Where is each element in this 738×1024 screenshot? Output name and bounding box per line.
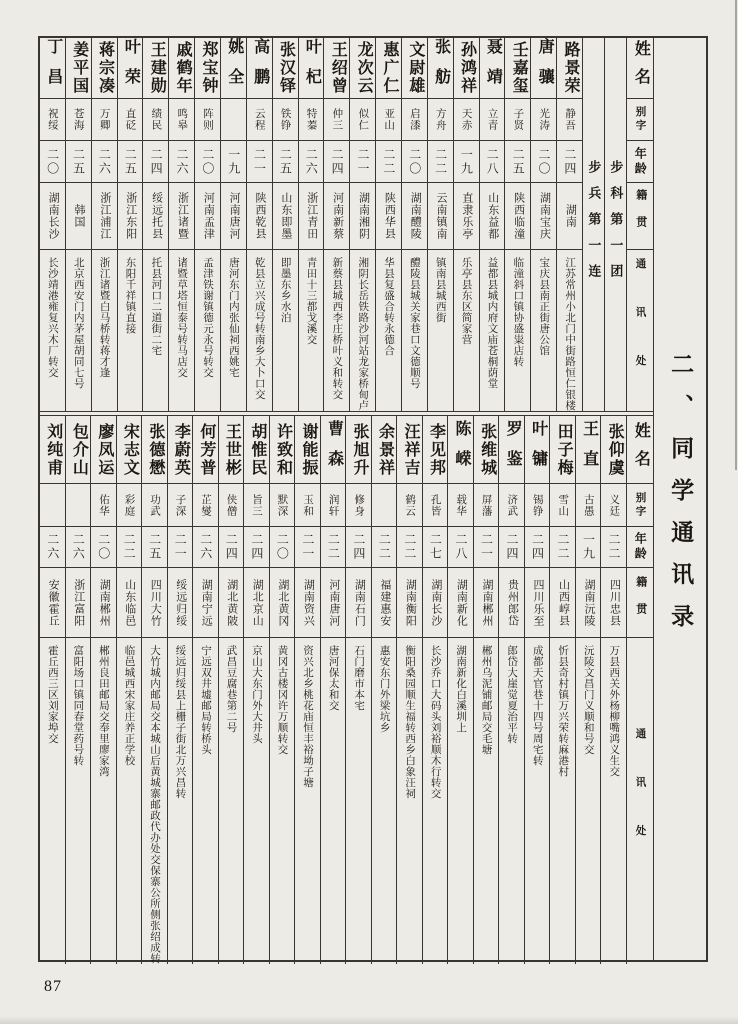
address: 忻县奇村镇万兴荣转麻港村: [557, 645, 569, 777]
native-place: 云南镇南: [428, 183, 453, 250]
person-column: [422, 416, 448, 964]
age: 二二: [376, 141, 401, 183]
age: 二七: [423, 527, 448, 568]
person-name: 廖凤运: [91, 416, 116, 484]
header-address: 通讯处: [634, 728, 646, 874]
age: 一九: [221, 141, 246, 183]
courtesy-name: 静吾: [557, 99, 582, 141]
native-place: 陕西临潼: [505, 183, 530, 250]
person-column: [90, 416, 116, 964]
courtesy-name: 旨三: [244, 484, 269, 527]
address: 临邑城西宋家庄养正学校: [123, 645, 135, 766]
address: 乾县立兴成号转南乡大卜口交: [253, 257, 265, 400]
address: 长沙乔口大码头刘裕顺木行转交: [429, 645, 441, 799]
native-place: 浙江富阳: [66, 568, 91, 638]
person-name: 陈嵘: [448, 416, 473, 484]
address: 乐亭县东区简家营: [460, 257, 472, 345]
person-column: [272, 38, 298, 411]
age: 二四: [324, 141, 349, 183]
age: 二四: [219, 527, 244, 568]
native-place: 湖南郴州: [91, 568, 116, 638]
age: 二〇: [531, 141, 556, 183]
person-name: 张旭升: [346, 416, 371, 484]
courtesy-name: 阵则: [195, 99, 220, 141]
address: 醴陵县城关家巷口文德顺号: [408, 257, 420, 389]
person-column: [65, 416, 91, 964]
courtesy-name: 孔皆: [423, 484, 448, 527]
age: 二〇: [270, 527, 295, 568]
person-column: [320, 416, 346, 964]
age: 二八: [448, 527, 473, 568]
person-column: [117, 38, 143, 411]
person-name: 姜平国: [66, 38, 91, 99]
unit-label: 步兵第一连: [586, 159, 602, 290]
person-name: 姚全: [221, 38, 246, 99]
address: 孟津铁谢镇德元永号转交: [202, 257, 214, 378]
address: 石门磨市本宅: [353, 645, 365, 711]
person-name: 李见邦: [423, 416, 448, 484]
header-address: 通讯处: [634, 257, 646, 404]
courtesy-name: 方舟: [428, 99, 453, 141]
person-name: 聂靖: [480, 38, 505, 99]
courtesy-name: 载华: [448, 484, 473, 527]
address: 万县西关外杨柳嘴鸿义生交: [608, 645, 620, 777]
person-name: 许致和: [270, 416, 295, 484]
person-name: 罗鉴: [499, 416, 524, 484]
person-name: 王绍曾: [324, 38, 349, 99]
courtesy-name: 仲三: [324, 99, 349, 141]
age: 二四: [244, 527, 269, 568]
tables-area: [40, 38, 653, 964]
address: 成都天官巷十四号周宅转: [531, 645, 543, 766]
header-native-place: 籍贯: [627, 183, 653, 250]
person-name: 王直: [576, 416, 601, 484]
courtesy-name: 直砭: [118, 99, 143, 141]
native-place: 山东即墨: [273, 183, 298, 250]
header-courtesy-name: 别字: [627, 99, 653, 141]
courtesy-name: 铁铮: [273, 99, 298, 141]
address: 青田十三都戈溪交: [305, 257, 317, 345]
person-column: [549, 416, 575, 964]
address: 长沙靖港雍复兴木厂转交: [46, 257, 58, 378]
person-name: 龙次云: [350, 38, 375, 99]
age: 二二: [321, 527, 346, 568]
address: 郴州乌泥铺邮局交毛塘: [480, 645, 492, 755]
person-column: [401, 38, 427, 411]
address: 即墨东乡水泊: [279, 257, 291, 323]
native-place: 陕西乾县: [247, 183, 272, 250]
native-place: 河南新蔡: [324, 183, 349, 250]
address: 新蔡县城西李庄桥叶义和转交: [331, 257, 343, 400]
courtesy-name: 天赤: [454, 99, 479, 141]
person-column: [453, 38, 479, 411]
native-place: 贵州郎岱: [499, 568, 524, 638]
age: 二四: [557, 141, 582, 183]
age: 二一: [295, 527, 320, 568]
age: 二五: [142, 527, 167, 568]
age: 二五: [66, 141, 91, 183]
person-name: 张仰虞: [601, 416, 626, 484]
courtesy-name: 修身: [346, 484, 371, 527]
native-place: 直隶乐亭: [454, 183, 479, 250]
courtesy-name: [221, 99, 246, 141]
age: 二六: [169, 141, 194, 183]
person-column: [218, 416, 244, 964]
courtesy-name: 默深: [270, 484, 295, 527]
person-column: [323, 38, 349, 411]
address: 宁远双井墟邮局转桥头: [199, 645, 211, 755]
person-name: 包介山: [66, 416, 91, 484]
person-column: [116, 416, 142, 964]
header-name: 姓名: [627, 416, 653, 484]
person-column: [371, 416, 397, 964]
courtesy-name: 侠僧: [219, 484, 244, 527]
native-place: 湖南: [557, 183, 582, 250]
header-courtesy-name: 别字: [627, 484, 653, 527]
header-column: [626, 416, 653, 964]
person-column: [141, 416, 167, 964]
person-column: [498, 416, 524, 964]
age: 二〇: [40, 141, 65, 183]
address: 浙江诸暨白马桥转蒋才逢: [98, 257, 110, 378]
address: 湘阴长岳铁路沙河站龙家桥甸卢: [357, 257, 369, 411]
person-column: [375, 38, 401, 411]
courtesy-name: 启潻: [402, 99, 427, 141]
address: 诸暨草塔恒泰号转马店交: [176, 257, 188, 378]
age: 二六: [299, 141, 324, 183]
age: 二二: [550, 527, 575, 568]
native-place: 湖南衡阳: [397, 568, 422, 638]
age: 二一: [474, 527, 499, 568]
person-column: [396, 416, 422, 964]
age: 二二: [372, 527, 397, 568]
native-place: 四川乐至: [525, 568, 550, 638]
person-name: 丁昌: [40, 38, 65, 99]
age: 二五: [273, 141, 298, 183]
person-column: [91, 38, 117, 411]
address: 沅陵文昌门义顺和号交: [582, 645, 594, 755]
native-place: 四川大竹: [142, 568, 167, 638]
address: 京山大东门外大井头: [251, 645, 263, 744]
header-age: 年龄: [627, 141, 653, 183]
address: 托县河口二道街二宅: [150, 257, 162, 356]
address: 郴州良田邮局交奉里廖家湾: [97, 645, 109, 777]
unit-label-column: [582, 38, 604, 411]
age: 二五: [118, 141, 143, 183]
address: 大竹城内邮局交本城山后黄城寨邮政代办处交保寨公所侧张绍成转: [148, 645, 160, 964]
age: 二五: [505, 141, 530, 183]
courtesy-name: [40, 484, 65, 527]
header-name: 姓名: [627, 38, 653, 99]
unit-label-column: [604, 38, 626, 411]
address: 唐河保太和交: [327, 645, 339, 711]
age: 二一: [247, 141, 272, 183]
age: 二六: [66, 527, 91, 568]
native-place: 浙江青田: [299, 183, 324, 250]
native-place: 安徽霍丘: [40, 568, 65, 638]
person-name: 叶杞: [299, 38, 324, 99]
person-column: [600, 416, 626, 964]
age: 二四: [346, 527, 371, 568]
age: 二四: [499, 527, 524, 568]
directory-table: [38, 36, 708, 962]
person-column: [345, 416, 371, 964]
native-place: 湖南资兴: [295, 568, 320, 638]
address: 郎岱大崖觉夏治平转: [506, 645, 518, 744]
native-place: 山西崞县: [550, 568, 575, 638]
person-column: [427, 38, 453, 411]
age: 二二: [117, 527, 142, 568]
native-place: 四川忠县: [601, 568, 626, 638]
person-column: [194, 38, 220, 411]
address: 资兴北乡桃花庙恒丰裕坳子塘: [302, 645, 314, 788]
person-column: [473, 416, 499, 964]
person-column: [530, 38, 556, 411]
native-place: 浙江东阳: [118, 183, 143, 250]
native-place: 湖南长沙: [423, 568, 448, 638]
person-name: 郑宝钟: [195, 38, 220, 99]
address: 东阳千祥镇直接: [124, 257, 136, 334]
address: 霍丘西三区刘家埠交: [46, 645, 58, 744]
address: 江苏常州小北门中街路恒仁银楼: [564, 257, 576, 411]
native-place: 河南唐河: [321, 568, 346, 638]
native-place: 湖南石门: [346, 568, 371, 638]
address: 益都县城内府文庙苍桐荫堂: [486, 257, 498, 389]
person-name: 叶镛: [525, 416, 550, 484]
courtesy-name: 古愚: [576, 484, 601, 527]
courtesy-name: 彩庭: [117, 484, 142, 527]
age: 二一: [168, 527, 193, 568]
courtesy-name: 润轩: [321, 484, 346, 527]
person-name: 蒋宗凑: [92, 38, 117, 99]
address: 临潼斜口镇协盛粜店转: [512, 257, 524, 367]
person-column: [447, 416, 473, 964]
address: 绥远归绥县上栅子街北万兴昌转: [174, 645, 186, 799]
native-place: 湖南长沙: [40, 183, 65, 250]
person-column: [294, 416, 320, 964]
person-column: [524, 416, 550, 964]
person-column: [220, 38, 246, 411]
native-place: 湖南郴州: [474, 568, 499, 638]
address: 湖南新化白溪圳上: [455, 645, 467, 733]
person-name: 谢能振: [295, 416, 320, 484]
scan-edge-right: [735, 0, 737, 470]
courtesy-name: 特蓁: [299, 99, 324, 141]
person-column: [556, 38, 582, 411]
age: 二八: [480, 141, 505, 183]
person-name: 李蔚英: [168, 416, 193, 484]
age: 二〇: [195, 141, 220, 183]
age: 二四: [525, 527, 550, 568]
person-name: 余景祥: [372, 416, 397, 484]
age: 二〇: [91, 527, 116, 568]
table-top-section: [40, 38, 653, 412]
native-place: 湖南宝庆: [531, 183, 556, 250]
address: 唐河东门内张仙祠西姚宅: [227, 257, 239, 378]
native-place: 山东益都: [480, 183, 505, 250]
person-name: 张舫: [428, 38, 453, 99]
courtesy-name: [372, 484, 397, 527]
person-column: [167, 416, 193, 964]
courtesy-name: 绩民: [143, 99, 168, 141]
courtesy-name: 义廷: [601, 484, 626, 527]
person-column: [40, 416, 65, 964]
person-name: 曹森: [321, 416, 346, 484]
person-name: 高鹏: [247, 38, 272, 99]
age: 二一: [350, 141, 375, 183]
header-native-place: 籍贯: [627, 568, 653, 638]
address: 富阳场口镇同春堂药号转: [72, 645, 84, 766]
person-column: [479, 38, 505, 411]
address: 北京西安门内茅屋胡同七号: [72, 257, 84, 389]
age: 一九: [576, 527, 601, 568]
courtesy-name: 光涛: [531, 99, 556, 141]
courtesy-name: 子深: [168, 484, 193, 527]
chapter-title: [653, 38, 706, 960]
address: 武昌豆腐巷第二号: [225, 645, 237, 733]
age: 二六: [40, 527, 65, 568]
age: 二六: [92, 141, 117, 183]
person-name: 路景荣: [557, 38, 582, 99]
address: 黄冈古楼冈许万顺转交: [276, 645, 288, 755]
courtesy-name: 济武: [499, 484, 524, 527]
person-column: [298, 38, 324, 411]
courtesy-name: 玉和: [295, 484, 320, 527]
address: 宝庆县南正街唐公馆: [538, 257, 550, 356]
scan-edge-bottom: [0, 1016, 738, 1024]
person-column: [65, 38, 91, 411]
native-place: 山东临邑: [117, 568, 142, 638]
age: 二二: [601, 527, 626, 568]
courtesy-name: 功武: [142, 484, 167, 527]
person-column: [246, 38, 272, 411]
unit-label: 步科第一团: [608, 159, 624, 290]
age: 二二: [397, 527, 422, 568]
person-name: 宋志文: [117, 416, 142, 484]
native-place: 浙江诸暨: [169, 183, 194, 250]
person-column: [269, 416, 295, 964]
person-name: 田子梅: [550, 416, 575, 484]
native-place: 湖南醴陵: [402, 183, 427, 250]
courtesy-name: 鸣皋: [169, 99, 194, 141]
person-column: [349, 38, 375, 411]
native-place: 陕西华县: [376, 183, 401, 250]
courtesy-name: 万卿: [92, 99, 117, 141]
address: 华县复盛合转永德合: [383, 257, 395, 356]
courtesy-name: 锡铮: [525, 484, 550, 527]
header-age: 年龄: [627, 527, 653, 568]
person-name: 王建勋: [143, 38, 168, 99]
native-place: 湖南宁远: [193, 568, 218, 638]
native-place: 湖南沅陵: [576, 568, 601, 638]
courtesy-name: 子贤: [505, 99, 530, 141]
courtesy-name: [66, 484, 91, 527]
person-name: 胡惟民: [244, 416, 269, 484]
person-name: 壬嘉玺: [505, 38, 530, 99]
person-name: 张汉铎: [273, 38, 298, 99]
native-place: 韩国: [66, 183, 91, 250]
person-name: 张维城: [474, 416, 499, 484]
person-name: 文尉雄: [402, 38, 427, 99]
courtesy-name: 苍海: [66, 99, 91, 141]
person-column: [40, 38, 65, 411]
person-name: 孙鸿祥: [454, 38, 479, 99]
native-place: 湖北黄陂: [219, 568, 244, 638]
person-name: 王世彬: [219, 416, 244, 484]
native-place: 绥远托县: [143, 183, 168, 250]
native-place: 河南唐河: [221, 183, 246, 250]
native-place: 福建惠安: [372, 568, 397, 638]
chapter-title-text: 二、同学通讯录: [668, 352, 694, 646]
header-column: [626, 38, 653, 411]
table-bottom-section: [40, 415, 653, 964]
courtesy-name: 似仁: [350, 99, 375, 141]
address: 惠安东门外梁坑乡: [378, 645, 390, 733]
native-place: 绥远归绥: [168, 568, 193, 638]
age: 二二: [428, 141, 453, 183]
courtesy-name: 鹤云: [397, 484, 422, 527]
courtesy-name: 屏藩: [474, 484, 499, 527]
address: 衡阳桑园顺生福转西乡白象汪祠: [404, 645, 416, 799]
age: 一九: [454, 141, 479, 183]
person-name: 戚鹤年: [169, 38, 194, 99]
native-place: 湖南湘阴: [350, 183, 375, 250]
person-column: [168, 38, 194, 411]
native-place: 湖北黄冈: [270, 568, 295, 638]
person-column: [192, 416, 218, 964]
native-place: 河南孟津: [195, 183, 220, 250]
person-name: 唐骧: [531, 38, 556, 99]
courtesy-name: 雪山: [550, 484, 575, 527]
courtesy-name: 芷燮: [193, 484, 218, 527]
native-place: 湖北京山: [244, 568, 269, 638]
person-name: 惠广仁: [376, 38, 401, 99]
courtesy-name: 祝绥: [40, 99, 65, 141]
person-column: [504, 38, 530, 411]
person-name: 汪祥吉: [397, 416, 422, 484]
person-name: 叶荣: [118, 38, 143, 99]
courtesy-name: 立青: [480, 99, 505, 141]
courtesy-name: 亚山: [376, 99, 401, 141]
courtesy-name: 云程: [247, 99, 272, 141]
person-name: 张德懋: [142, 416, 167, 484]
person-name: 何芳普: [193, 416, 218, 484]
address: 镇南县城西街: [434, 257, 446, 323]
person-name: 刘纯甫: [40, 416, 65, 484]
age: 二六: [193, 527, 218, 568]
person-column: [243, 416, 269, 964]
age: 二〇: [402, 141, 427, 183]
person-column: [575, 416, 601, 964]
age: 二四: [143, 141, 168, 183]
page-number: 87: [44, 978, 62, 995]
courtesy-name: 佑华: [91, 484, 116, 527]
person-column: [142, 38, 168, 411]
native-place: 浙江浦江: [92, 183, 117, 250]
native-place: 湖南新化: [448, 568, 473, 638]
